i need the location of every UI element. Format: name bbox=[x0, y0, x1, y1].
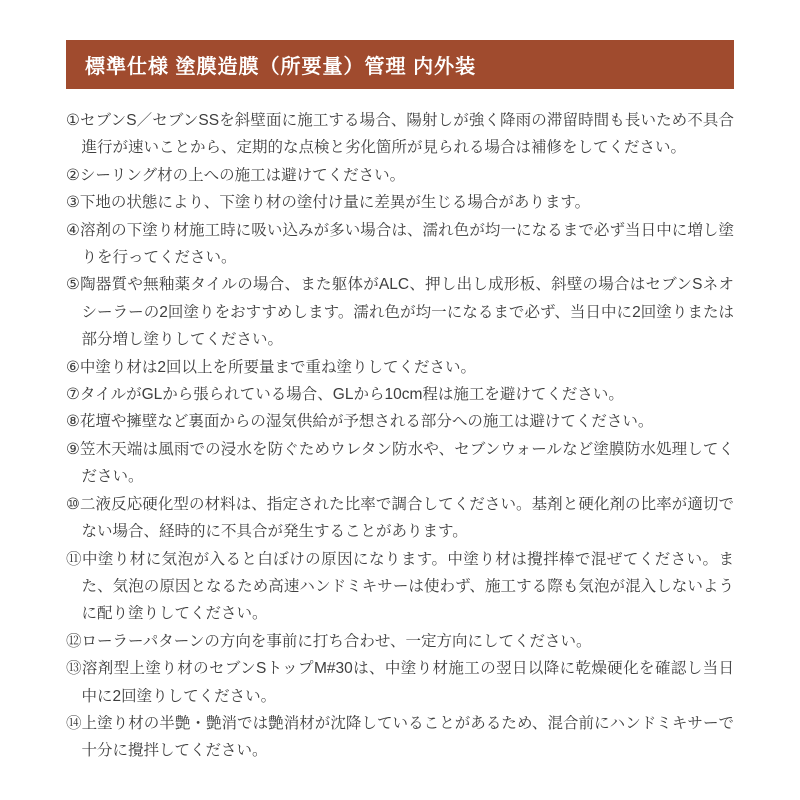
note-text: 中塗り材は2回以上を所要量まで重ね塗りしてください。 bbox=[79, 358, 477, 376]
note-item bbox=[66, 710, 734, 765]
note-number-marker: ⑥ bbox=[66, 358, 80, 376]
note-text: 笠木天端は風雨での浸水を防ぐためウレタン防水や、セブンウォールなど塗膜防水処理してください。 bbox=[80, 440, 734, 486]
note-item bbox=[66, 436, 734, 491]
note-number-marker: ④ bbox=[66, 221, 80, 239]
note-item bbox=[66, 217, 734, 272]
note-number-marker: ⑪ bbox=[66, 550, 82, 568]
note-text: 溶剤型上塗り材のセブンSトップM#30は、中塗り材施工の翌日以降に乾燥硬化を確認し当日中に2回塗りしてください。 bbox=[81, 660, 734, 705]
note-item bbox=[66, 162, 734, 189]
note-text: ローラーパターンの方向を事前に打ち合わせ、一定方向にしてください。 bbox=[81, 632, 592, 650]
note-text: シーリング材の上への施工は避けてください。 bbox=[79, 166, 406, 184]
notes-list bbox=[66, 107, 734, 765]
note-number-marker: ⑨ bbox=[66, 440, 81, 458]
header-bar bbox=[66, 40, 734, 89]
note-item bbox=[66, 546, 734, 628]
note-text: 溶剤の下塗り材施工時に吸い込みが多い場合は、濡れ色が均一になるまで必ず当日中に増し塗りを行ってください。 bbox=[79, 221, 734, 267]
note-number-marker: ⑭ bbox=[66, 714, 82, 732]
note-number-marker: ② bbox=[66, 166, 80, 184]
note-item bbox=[66, 408, 734, 435]
page-title: 標準仕様 塗膜造膜（所要量）管理 内外装 bbox=[85, 56, 477, 78]
note-item bbox=[66, 107, 734, 162]
note-item bbox=[66, 491, 734, 546]
note-number-marker: ⑬ bbox=[66, 660, 82, 678]
note-number-marker: ⑫ bbox=[66, 632, 82, 650]
note-item bbox=[66, 628, 734, 655]
note-text: 花壇や擁壁など裏面からの湿気供給が予想される部分への施工は避けてください。 bbox=[79, 413, 654, 431]
note-item bbox=[66, 189, 734, 216]
note-number-marker: ⑦ bbox=[66, 386, 80, 404]
note-item bbox=[66, 271, 734, 353]
note-text: 陶器質や無釉薬タイルの場合、また躯体がALC、押し出し成形板、斜壁の場合はセブンSネオシーラーの2回塗りをおすすめします。濡れ色が均一になるまで必ず、当日中に2回塗りまたは部分増し塗りしてください。 bbox=[80, 276, 734, 349]
note-item bbox=[66, 354, 734, 381]
note-number-marker: ③ bbox=[66, 194, 80, 212]
note-item bbox=[66, 381, 734, 408]
note-text: セブンS／セブンSSを斜壁面に施工する場合、陽射しが強く降雨の滞留時間も長いため不具合進行が速いことから、定期的な点検と劣化箇所が見られる場合は補修をしてください。 bbox=[80, 112, 734, 157]
note-number-marker: ⑧ bbox=[66, 413, 80, 431]
note-text: タイルがGLから張られている場合、GLから10cm程は施工を避けてください。 bbox=[79, 386, 624, 404]
note-number-marker: ⑤ bbox=[66, 276, 81, 294]
note-number-marker: ① bbox=[66, 112, 80, 129]
note-text: 下地の状態により、下塗り材の塗付け量に差異が生じる場合があります。 bbox=[79, 194, 591, 212]
note-text: 二液反応硬化型の材料は、指定された比率で調合してください。基剤と硬化剤の比率が適切でない場合、経時的に不具合が発生することがあります。 bbox=[79, 495, 734, 541]
note-text: 上塗り材の半艶・艶消では艶消材が沈降していることがあるため、混合前にハンドミキサーで十分に攪拌してください。 bbox=[81, 714, 734, 760]
note-text: 中塗り材に気泡が入ると白ぼけの原因になります。中塗り材は攪拌棒で混ぜてください。また、気泡の原因となるため高速ハンドミキサーは使わず、施工する際も気泡が混入しないように配り塗りしてください。 bbox=[81, 550, 734, 623]
note-item bbox=[66, 655, 734, 710]
note-number-marker: ⑩ bbox=[66, 495, 80, 513]
